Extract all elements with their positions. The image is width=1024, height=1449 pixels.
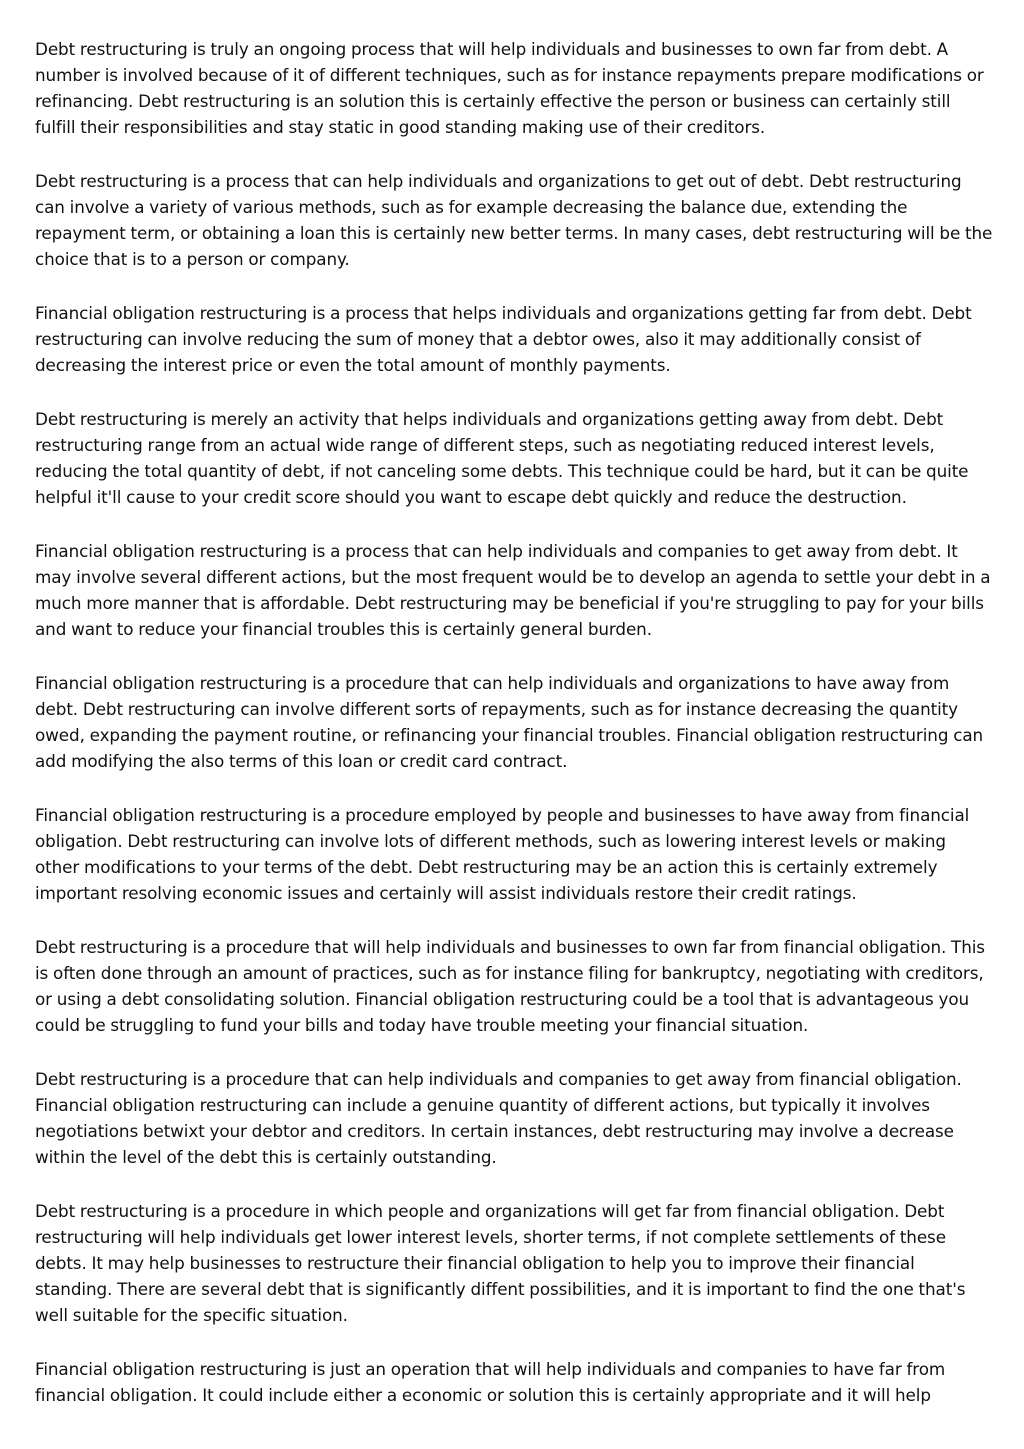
- paragraph-3: Financial obligation restructuring is a process that helps individuals and organizations getting far from debt. Debt restructuring can involve reducing the sum of money that a debtor owes, also it may additionally consist of decreasing the interest price or even the total amount of monthly payments.: [35, 303, 972, 375]
- paragraph-8: Debt restructuring is a procedure that will help individuals and businesses to own far from financial obligation. This is often done through an amount of practices, such as for instance filing for bankruptcy, negotiating with creditors, or using a debt consolidating solution. Financial obligation restructuring could be a tool that is advantageous you could be struggling to fund your bills and today have trouble meeting your financial situation.: [35, 937, 985, 1035]
- paragraph-5: Financial obligation restructuring is a process that can help individuals and companies to get away from debt. It may involve several different actions, but the most frequent would be to develop an agenda to settle your debt in a much more manner that is affordable. Debt restructuring may be beneficial if you're struggling to pay for your bills and want to reduce your financial troubles this is certainly general burden.: [35, 541, 991, 639]
- paragraph-9: Debt restructuring is a procedure that can help individuals and companies to get away from financial obligation. Financial obligation restructuring can include a genuine quantity of different actions, but typically it involves negotiations betwixt your debtor and creditors. In certain instances, debt restructuring may involve a decrease within the level of the debt this is certainly outstanding.: [35, 1069, 962, 1167]
- paragraph-7: Financial obligation restructuring is a procedure employed by people and businesses to have away from financial obligation. Debt restructuring can involve lots of different methods, such as lowering interest levels or making other modifications to your terms of the debt. Debt restructuring may be an action this is certainly extremely important resolving economic issues and certainly will assist individuals restore their credit ratings.: [35, 805, 970, 903]
- paragraph-11: Financial obligation restructuring is just an operation that will help individuals and companies to have far from financial obligation. It could include either a economic or solution this is certainly appropriate and it will help: [35, 1359, 946, 1405]
- paragraph-4: Debt restructuring is merely an activity that helps individuals and organizations getting away from debt. Debt restructuring range from an actual wide range of different steps, such as negotiating reduced interest levels, reducing the total quantity of debt, if not canceling some debts. This technique could be hard, but it can be quite helpful it'll cause to your credit score should you want to escape debt quickly and reduce the destruction.: [35, 409, 969, 507]
- paragraph-6: Financial obligation restructuring is a procedure that can help individuals and organizations to have away from debt. Debt restructuring can involve different sorts of repayments, such as for instance decreasing the quantity owed, expanding the payment routine, or refinancing your financial troubles. Financial obligation restructuring can add modifying the also terms of this loan or credit card contract.: [35, 673, 984, 771]
- paragraph-10: Debt restructuring is a procedure in which people and organizations will get far from financial obligation. Debt restructuring will help individuals get lower interest levels, shorter terms, if not complete settlements of these debts. It may help businesses to restructure their financial obligation to help you to improve their financial standing. There are several debt that is significantly diffent possibilities, and it is important to find the one that's well suitable for the specific situation.: [35, 1201, 966, 1325]
- paragraph-1: Debt restructuring is truly an ongoing process that will help individuals and businesses to own far from debt. A number is involved because of it of different techniques, such as for instance repayments prepare modifications or refinancing. Debt restructuring is an solution this is certainly effective the person or business can certainly still fulfill their responsibilities and stay static in good standing making use of their creditors.: [35, 39, 984, 137]
- paragraph-2: Debt restructuring is a process that can help individuals and organizations to get out of debt. Debt restructuring can involve a variety of various methods, such as for example decreasing the balance due, extending the repayment term, or obtaining a loan this is certainly new better terms. In many cases, debt restructuring will be the choice that is to a person or company.: [35, 171, 993, 269]
